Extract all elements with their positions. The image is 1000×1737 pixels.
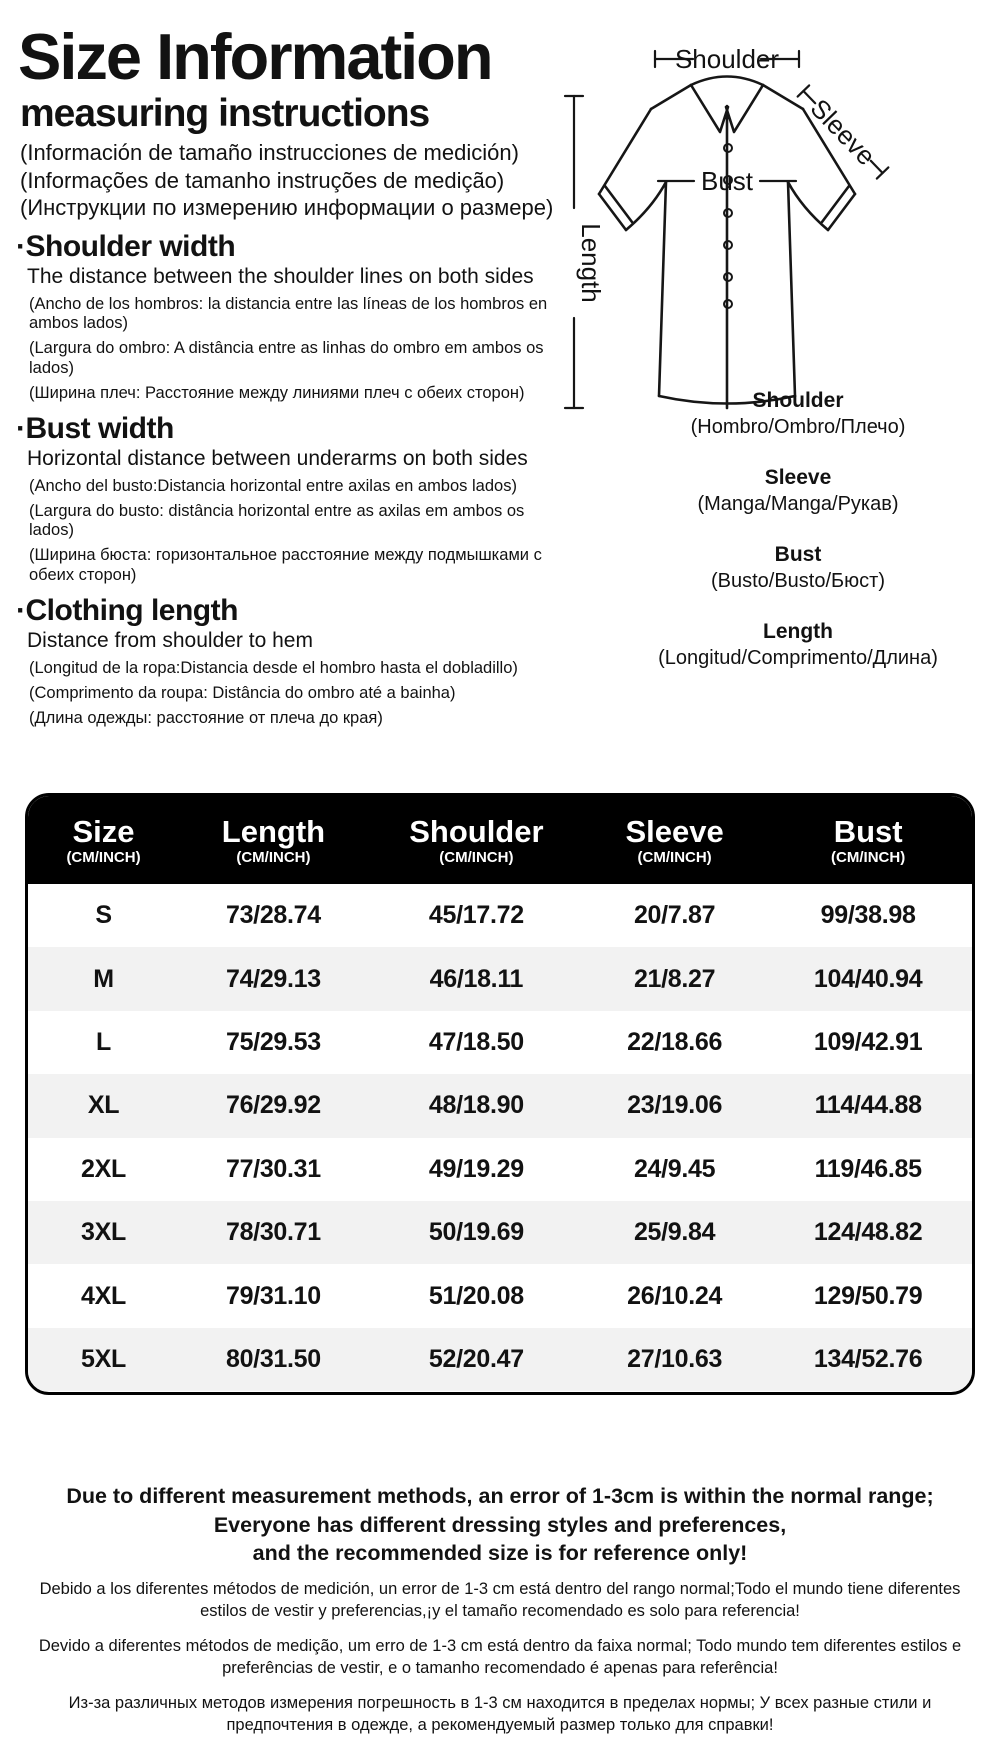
section-translation-ru: (Длина одежды: расстояние от плеча до края) — [29, 708, 383, 727]
cell-bust: 129/50.79 — [813, 1281, 923, 1310]
table-row — [28, 884, 972, 947]
cell-length: 77/30.31 — [225, 1154, 321, 1183]
section-translation-pt: (Largura do ombro: A distância entre as linhas do ombro em ambos os lados) — [29, 339, 544, 377]
cell-length: 74/29.13 — [225, 964, 321, 993]
footer-translations — [0, 1578, 1000, 1737]
header-cell-bust — [764, 813, 972, 866]
legend-item-bust — [592, 542, 1000, 594]
section-bust-width — [16, 413, 556, 585]
cell-size: 4XL — [81, 1281, 126, 1310]
cell-sleeve: 22/18.66 — [627, 1027, 723, 1056]
section-translation-ru: (Ширина бюста: горизонтальное расстояние между подмышками с обеих сторон) — [29, 546, 542, 584]
shoulder-measure-label: Shoulder — [674, 44, 780, 74]
cell-size: XL — [87, 1091, 120, 1120]
cell-bust: 134/52.76 — [813, 1344, 923, 1373]
cell-bust: 114/44.88 — [814, 1091, 922, 1120]
section-translation-es: (Longitud de la ropa:Distancia desde el hombro hasta el dobladillo) — [29, 658, 518, 677]
legend-item-length — [592, 619, 1000, 671]
legend-item-shoulder — [592, 388, 1000, 440]
column-unit: (CM/INCH) — [439, 848, 514, 866]
column-title: Length — [221, 813, 326, 849]
shirt-diagram-svg — [552, 36, 1000, 421]
measurement-legend — [592, 388, 1000, 696]
cell-bust: 124/48.82 — [813, 1218, 923, 1247]
cell-shoulder: 51/20.08 — [428, 1281, 524, 1310]
section-translation-pt: (Largura do busto: distância horizontal entre as axilas em ambos os lados) — [29, 501, 525, 539]
cell-bust: 109/42.91 — [813, 1027, 923, 1056]
legend-item-sleeve — [592, 465, 1000, 517]
cell-shoulder: 52/20.47 — [428, 1344, 524, 1373]
table-row — [28, 1074, 972, 1137]
shirt-measurement-diagram — [552, 36, 1000, 421]
table-row — [28, 1328, 972, 1391]
cell-shoulder: 50/19.69 — [428, 1218, 524, 1247]
size-table-header — [28, 796, 972, 884]
measuring-sections — [16, 231, 556, 738]
sleeve-measure — [793, 81, 894, 184]
table-row — [28, 1011, 972, 1074]
bust-measure — [658, 166, 796, 196]
cell-shoulder: 45/17.72 — [428, 901, 524, 930]
table-row — [28, 1138, 972, 1201]
header-cell-size — [28, 813, 179, 866]
bust-measure-label: Bust — [700, 166, 754, 196]
section-description: Distance from shoulder to hem — [27, 629, 313, 652]
cell-bust: 99/38.98 — [820, 901, 916, 930]
legend-translation: (Longitud/Comprimento/Длина) — [658, 647, 938, 669]
length-measure — [565, 96, 606, 408]
subtitle-translation-pt: (Informações de tamanho instruções de medição) — [20, 167, 505, 193]
cell-sleeve: 27/10.63 — [627, 1344, 723, 1373]
header-cell-length — [179, 813, 368, 866]
cell-bust: 119/46.85 — [814, 1154, 922, 1183]
shoulder-measure — [655, 44, 799, 74]
footer-translation-ru: Из-за различных методов измерения погрешность в 1-3 см находится в пределах нормы; У всех разные стили и предпочтения в одежде, а рекомендуемый размер только для справки! — [68, 1694, 932, 1734]
cell-sleeve: 21/8.27 — [633, 964, 716, 993]
column-unit: (CM/INCH) — [236, 848, 311, 866]
cell-shoulder: 48/18.90 — [428, 1091, 524, 1120]
cell-size: 3XL — [81, 1218, 126, 1247]
sleeve-measure-label: Sleeve — [804, 92, 882, 172]
section-description: The distance between the shoulder lines on both sides — [27, 265, 534, 288]
page-subtitle: measuring instructions — [20, 92, 430, 135]
cell-length: 80/31.50 — [225, 1344, 321, 1373]
cell-size: S — [95, 901, 112, 930]
section-translation-es: (Ancho de los hombros: la distancia entre las líneas de los hombros en ambos lados) — [29, 294, 548, 332]
legend-translation: (Manga/Manga/Рукав) — [697, 493, 899, 515]
subtitle-translation-es: (Información de tamaño instrucciones de medición) — [20, 140, 519, 165]
subtitle-translation-ru: (Инструкции по измерению информации о размере) — [20, 195, 554, 220]
section-translation-ru: (Ширина плеч: Расстояние между линиями плеч с обеих сторон) — [29, 383, 525, 402]
header — [18, 22, 578, 222]
table-row — [28, 1201, 972, 1264]
section-title: ·Bust width — [16, 412, 174, 445]
notice-line: Due to different measurement methods, an error of 1-3cm is within the normal range; — [66, 1484, 934, 1508]
section-title: ·Shoulder width — [16, 230, 236, 263]
length-measure-label: Length — [576, 223, 606, 303]
section-translation-es: (Ancho del busto:Distancia horizontal entre axilas en ambos lados) — [29, 476, 517, 495]
column-title: Size — [72, 813, 135, 849]
footer-translation-es: Debido a los diferentes métodos de medición, un error de 1-3 cm está dentro del rango normal;Todo el mundo tiene diferentes estilos de vestir y preferencias,¡y el tamaño recomendado es solo para referencia! — [39, 1580, 961, 1620]
cell-shoulder: 47/18.50 — [428, 1027, 524, 1056]
legend-term: Bust — [774, 543, 822, 566]
footer-translation-pt: Devido a diferentes métodos de medição, um erro de 1-3 cm está dentro da faixa normal; Todo mundo tem diferentes estilos e preferências de vestir, e o tamanho recomendado é apenas para referência! — [38, 1637, 962, 1677]
header-cell-sleeve — [585, 813, 764, 866]
notice-line: Everyone has different dressing styles and preferences, — [213, 1512, 787, 1537]
cell-sleeve: 26/10.24 — [627, 1281, 723, 1310]
cell-size: 5XL — [81, 1344, 126, 1373]
footer-notice — [0, 1482, 1000, 1568]
cell-sleeve: 23/19.06 — [627, 1091, 723, 1120]
legend-term: Length — [763, 620, 833, 643]
cell-length: 76/29.92 — [225, 1091, 321, 1120]
cell-shoulder: 49/19.29 — [428, 1154, 524, 1183]
cell-size: M — [93, 964, 114, 993]
column-unit: (CM/INCH) — [831, 848, 906, 866]
legend-term: Shoulder — [752, 389, 844, 412]
cell-sleeve: 25/9.84 — [633, 1218, 716, 1247]
column-title: Shoulder — [409, 813, 544, 849]
section-title: ·Clothing length — [16, 594, 238, 627]
section-translation-pt: (Comprimento da roupa: Distância do ombro até a bainha) — [29, 683, 456, 702]
table-row — [28, 1264, 972, 1327]
column-title: Sleeve — [625, 813, 724, 849]
page-title: Size Information — [18, 20, 492, 93]
table-row — [28, 947, 972, 1010]
section-clothing-length — [16, 595, 556, 728]
legend-term: Sleeve — [764, 466, 832, 489]
legend-translation: (Busto/Busto/Бюст) — [710, 570, 885, 592]
cell-sleeve: 24/9.45 — [633, 1154, 716, 1183]
cell-size: 2XL — [81, 1154, 126, 1183]
notice-line: and the recommended size is for reference only! — [252, 1541, 748, 1565]
section-shoulder-width — [16, 231, 556, 403]
cell-length: 79/31.10 — [225, 1281, 321, 1310]
cell-length: 78/30.71 — [225, 1218, 321, 1247]
header-cell-shoulder — [368, 813, 585, 866]
column-unit: (CM/INCH) — [66, 848, 141, 866]
column-title: Bust — [833, 813, 903, 849]
column-unit: (CM/INCH) — [637, 848, 712, 866]
cell-bust: 104/40.94 — [813, 964, 923, 993]
cell-size: L — [96, 1027, 111, 1056]
cell-sleeve: 20/7.87 — [633, 901, 716, 930]
size-table — [25, 793, 975, 1395]
cell-length: 75/29.53 — [225, 1027, 321, 1056]
section-description: Horizontal distance between underarms on both sides — [27, 447, 528, 470]
cell-length: 73/28.74 — [225, 901, 321, 930]
cell-shoulder: 46/18.11 — [429, 964, 524, 993]
legend-translation: (Hombro/Ombro/Плечо) — [690, 416, 906, 438]
